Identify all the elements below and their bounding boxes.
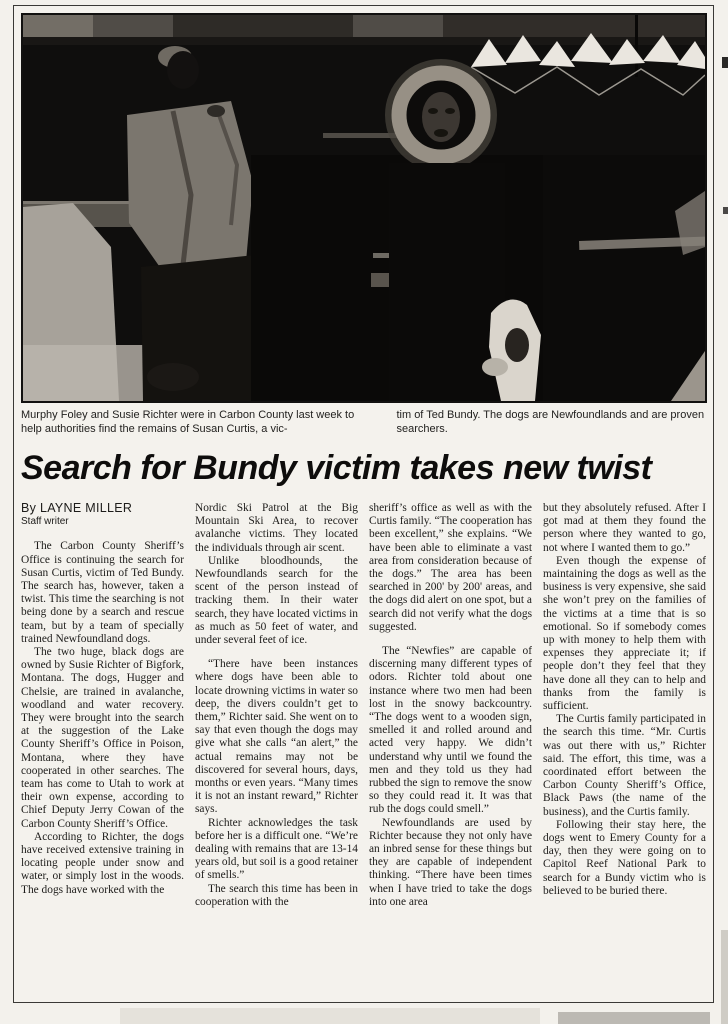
article-paragraph: The Curtis family participated in the search this time. “Mr. Curtis was out there with us,” Richter said. The effort, this time, was a coordinated effort between the Carbon County Sheriff’s Office, Black Paws (the name of the business), and the Curtis family.	[543, 713, 706, 818]
article-column-3	[369, 502, 532, 970]
scan-edge-mark	[722, 57, 728, 68]
article-paragraph: The search this time has been in cooperation with the	[195, 882, 358, 908]
article-paragraph: Even though the expense of maintaining the dogs as well as the business is very expensive, she said she won’t prey on the families of the victims at a time that is so emotional. So if somebody comes up with money to help them with expenses they appreciate it; if people don’t they feel that they have done all they can to help and thanks from the family is sufficient.	[543, 554, 706, 713]
article-paragraph: The Carbon County Sheriff’s Office is continuing the search for Susan Curtis, victim of Ted Bundy. The search has, however, taken a twist. This time the searching is not being done by a search and rescue team, but by a team of specially trained Newfoundland dogs.	[21, 540, 184, 645]
scan-edge-mark	[723, 207, 728, 214]
article-paragraph: The “Newfies” are capable of discerning many different types of odors. Richter told about one instance where two men had been lost in the snowy backcountry. “The dogs went to a wooden sign, smelled it and rolled around and acted very happy. We didn’t understand why until we found the men and they told us they had rubbed the sign to remove the snow so they could read it. It was that rub the dogs could smell.”	[369, 645, 532, 816]
article-paragraph: The two huge, black dogs are owned by Susie Richter of Bigfork, Montana. The dogs, Hugger and Chelsie, are trained in avalanche, woodland and water recovery. They were brought into the search at the suggestion of the Lake County Sheriff’s Office in Poison, Montana, where they have cooperated in other searches. The team has come to Utah to work at their own expense, according to Chief Deputy Jerry Cowan of the Carbon County Sheriff’s Office.	[21, 646, 184, 830]
scan-bottom-haze	[120, 1008, 540, 1024]
photo-caption-right: tim of Ted Bundy. The dogs are Newfoundlands and are proven searchers.	[396, 409, 705, 435]
article-column-1	[21, 502, 184, 970]
news-photo	[21, 13, 707, 403]
article-paragraph: Nordic Ski Patrol at the Big Mountain Ski Area, to recover avalanche victims. They located the individuals through air scent.	[195, 502, 358, 554]
article-box	[13, 5, 714, 1003]
article-paragraph: Newfoundlands are used by Richter because they not only have an inbred sense for these things but they are capable of independent thinking. “There have been times when I have tried to take the dogs into one area	[369, 816, 532, 908]
article-paragraph: Following their stay here, the dogs went to Emery County for a day, then they were going on to Capitol Reef National Park to search for a Bundy victim who is believed to be buried there.	[543, 818, 706, 897]
photo-caption-left: Murphy Foley and Susie Richter were in Carbon County last week to help authorities find the remains of Susan Curtis, a vic-	[21, 409, 355, 435]
article-column-4	[543, 502, 706, 970]
scan-edge-strip	[721, 930, 728, 1024]
article-body	[21, 502, 706, 970]
scan-bottom-smudge	[558, 1012, 710, 1024]
photo-caption	[21, 409, 706, 436]
article-paragraph: “There have been instances where dogs have been able to locate drowning victims in water so deep, the divers couldn’t get to them,” Richter said. She went on to say that even though the dogs may give what she calls “an alert,” the actual remains may not be discovered for several hours, days, months or even years. “Many times it is not an instant reward,” Richter says.	[195, 658, 358, 816]
news-photo-illustration	[23, 15, 705, 401]
headline: Search for Bundy victim takes new twist	[21, 449, 652, 487]
article-paragraph: Richter acknowledges the task before her is a difficult one. “We’re dealing with remains that are 13-14 years old, but soil is a good retainer of smells.”	[195, 816, 358, 882]
article-column-2	[195, 502, 358, 970]
article-paragraph: Unlike bloodhounds, the Newfoundlands search for the scent of the person instead of tracking them. In their water search, they have located victims in as much as 50 feet of water, and under several feet of ice.	[195, 554, 358, 647]
byline: By LAYNE MILLER	[21, 502, 133, 515]
article-paragraph: but they absolutely refused. After I got mad at them they found the person where they wanted to go, not where I wanted them to go.”	[543, 502, 706, 554]
article-paragraph: sheriff’s office as well as with the Curtis family. “The cooperation has been excellent,” she explains. “We have been able to eliminate a vast area from consideration because of the dogs.” The area has been searched in 200' by 200' areas, and the dogs did alert on one spot, but a search did not verify what the dogs suggested.	[369, 502, 532, 633]
article-paragraph: According to Richter, the dogs have received extensive training in locating people under snow and water, or simply lost in the woods. The dogs have worked with the	[21, 830, 184, 896]
byline-role: Staff writer	[21, 516, 69, 528]
